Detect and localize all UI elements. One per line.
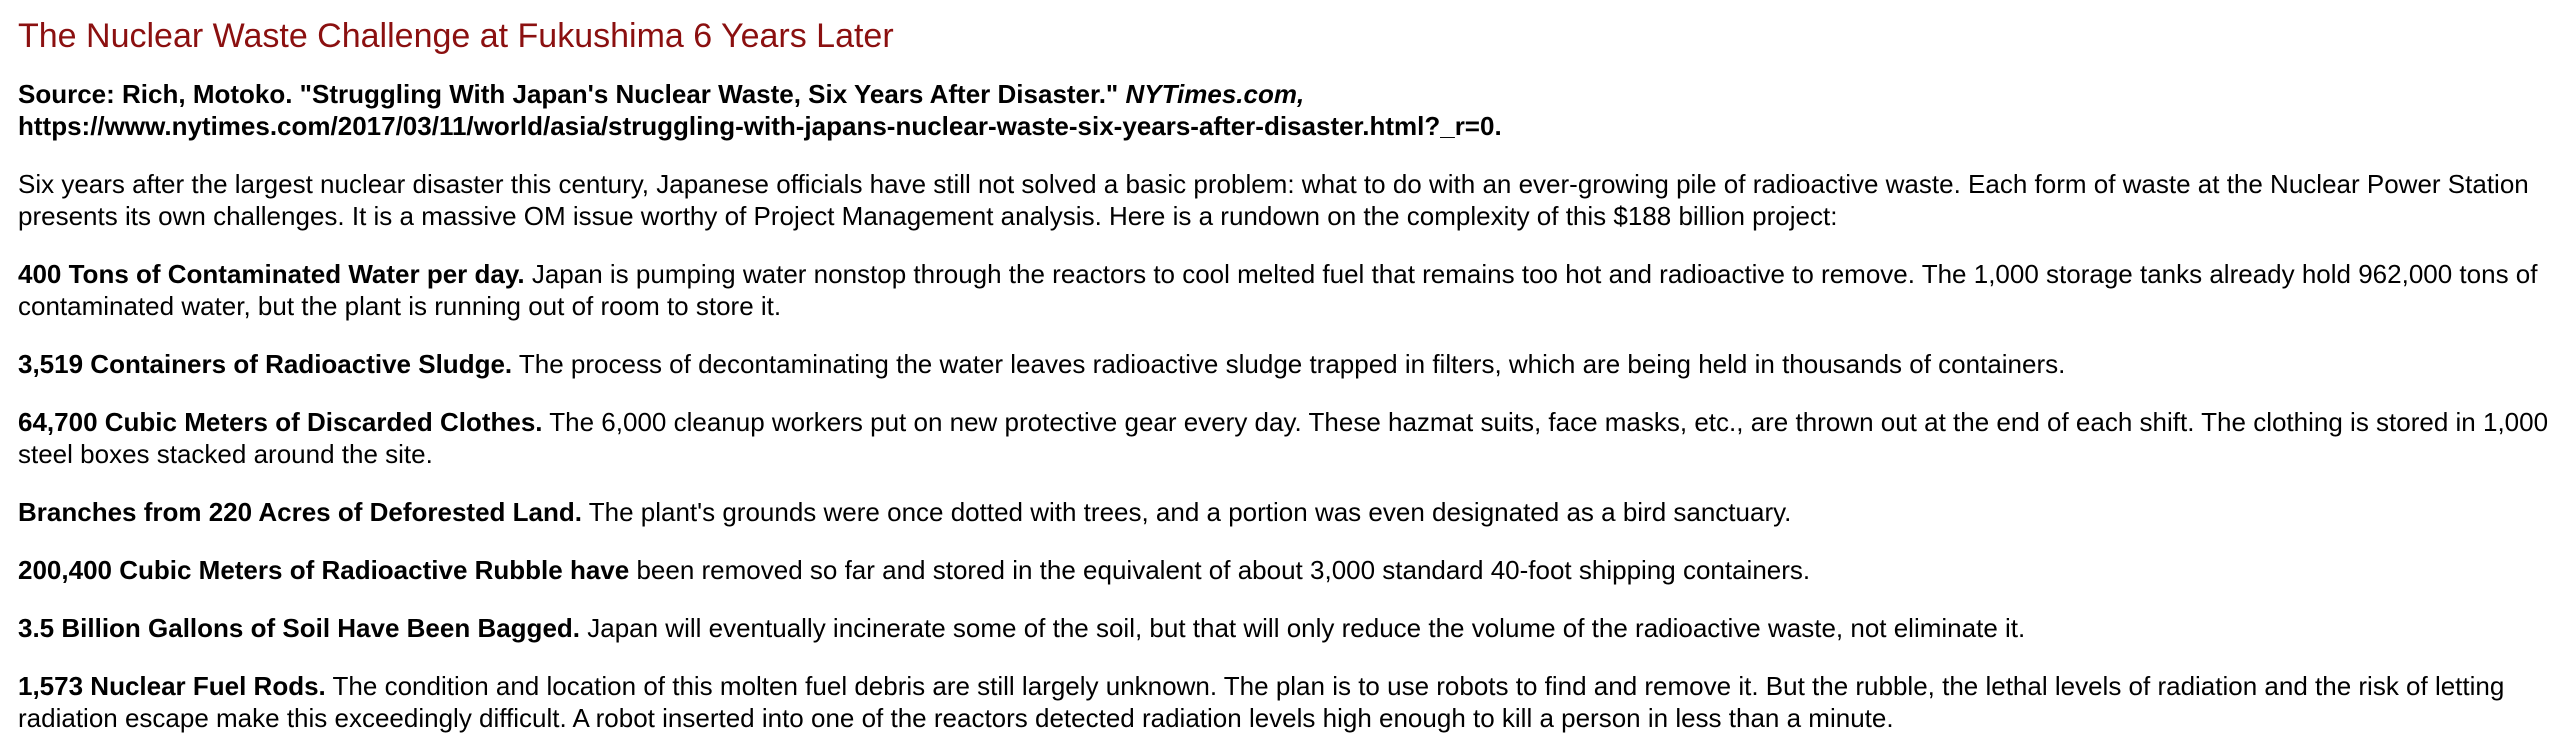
item-heading: 400 Tons of Contaminated Water per day. — [18, 259, 525, 289]
item-text: The 6,000 cleanup workers put on new protective gear every day. These hazmat suits, face masks, etc., are thrown out at the end of each shift. The clothing is stored in 1,000 steel boxes stacked around the site. — [18, 407, 2549, 469]
item-text: Japan is pumping water nonstop through the reactors to cool melted fuel that remains too hot and radioactive to remove. The 1,000 storage tanks already hold 962,000 tons of contaminated water, but the plant is running out of room to store it. — [18, 259, 2538, 321]
item-text: Japan will eventually incinerate some of the soil, but that will only reduce the volume of the radioactive waste, not eliminate it. — [580, 613, 2026, 643]
source-prefix: Source: Rich, Motoko. "Struggling With Japan's Nuclear Waste, Six Years After Disaster." — [18, 79, 1126, 109]
item-text: been removed so far and stored in the equivalent of about 3,000 standard 40-foot shipping containers. — [629, 555, 1811, 585]
waste-item-soil — [18, 612, 2552, 644]
item-heading: 200,400 Cubic Meters of Radioactive Rubble have — [18, 555, 630, 585]
item-text: The process of decontaminating the water leaves radioactive sludge trapped in filters, which are being held in thousands of containers. — [512, 349, 2066, 379]
waste-item-water — [18, 258, 2552, 322]
item-heading: 3,519 Containers of Radioactive Sludge. — [18, 349, 513, 379]
waste-item-branches — [18, 496, 2552, 528]
item-text: The plant's grounds were once dotted with trees, and a portion was even designated as a bird sanctuary. — [582, 497, 1792, 527]
item-heading: 64,700 Cubic Meters of Discarded Clothes. — [18, 407, 543, 437]
waste-item-fuel-rods — [18, 670, 2552, 734]
waste-item-rubble — [18, 554, 2552, 586]
item-text: The condition and location of this molten fuel debris are still largely unknown. The plan is to use robots to find and remove it. But the rubble, the lethal levels of radiation and the risk of letting radiation escape make this exceedingly difficult. A robot inserted into one of the reactors detected radiation levels high enough to kill a person in less than a minute. — [18, 671, 2505, 733]
source-publication: NYTimes.com, — [1125, 79, 1305, 109]
source-citation — [18, 78, 2552, 142]
item-heading: Branches from 220 Acres of Deforested Land. — [18, 497, 582, 527]
page-title: The Nuclear Waste Challenge at Fukushima 6 Years Later — [18, 17, 894, 55]
waste-item-sludge — [18, 348, 2552, 380]
waste-item-clothes — [18, 406, 2552, 470]
intro-paragraph: Six years after the largest nuclear disaster this century, Japanese officials have still not solved a basic problem: what to do with an ever-growing pile of radioactive waste. Each form of waste at the Nuclear Power Station presents its own challenges. It is a massive OM issue worthy of Project Management analysis. Here is a rundown on the complexity of this $188 billion project: — [18, 169, 2529, 231]
item-heading: 1,573 Nuclear Fuel Rods. — [18, 671, 326, 701]
item-heading: 3.5 Billion Gallons of Soil Have Been Bagged. — [18, 613, 581, 643]
source-url: https://www.nytimes.com/2017/03/11/world/asia/struggling-with-japans-nuclear-waste-six-years-after-disaster.html?_r=0. — [18, 111, 1502, 141]
